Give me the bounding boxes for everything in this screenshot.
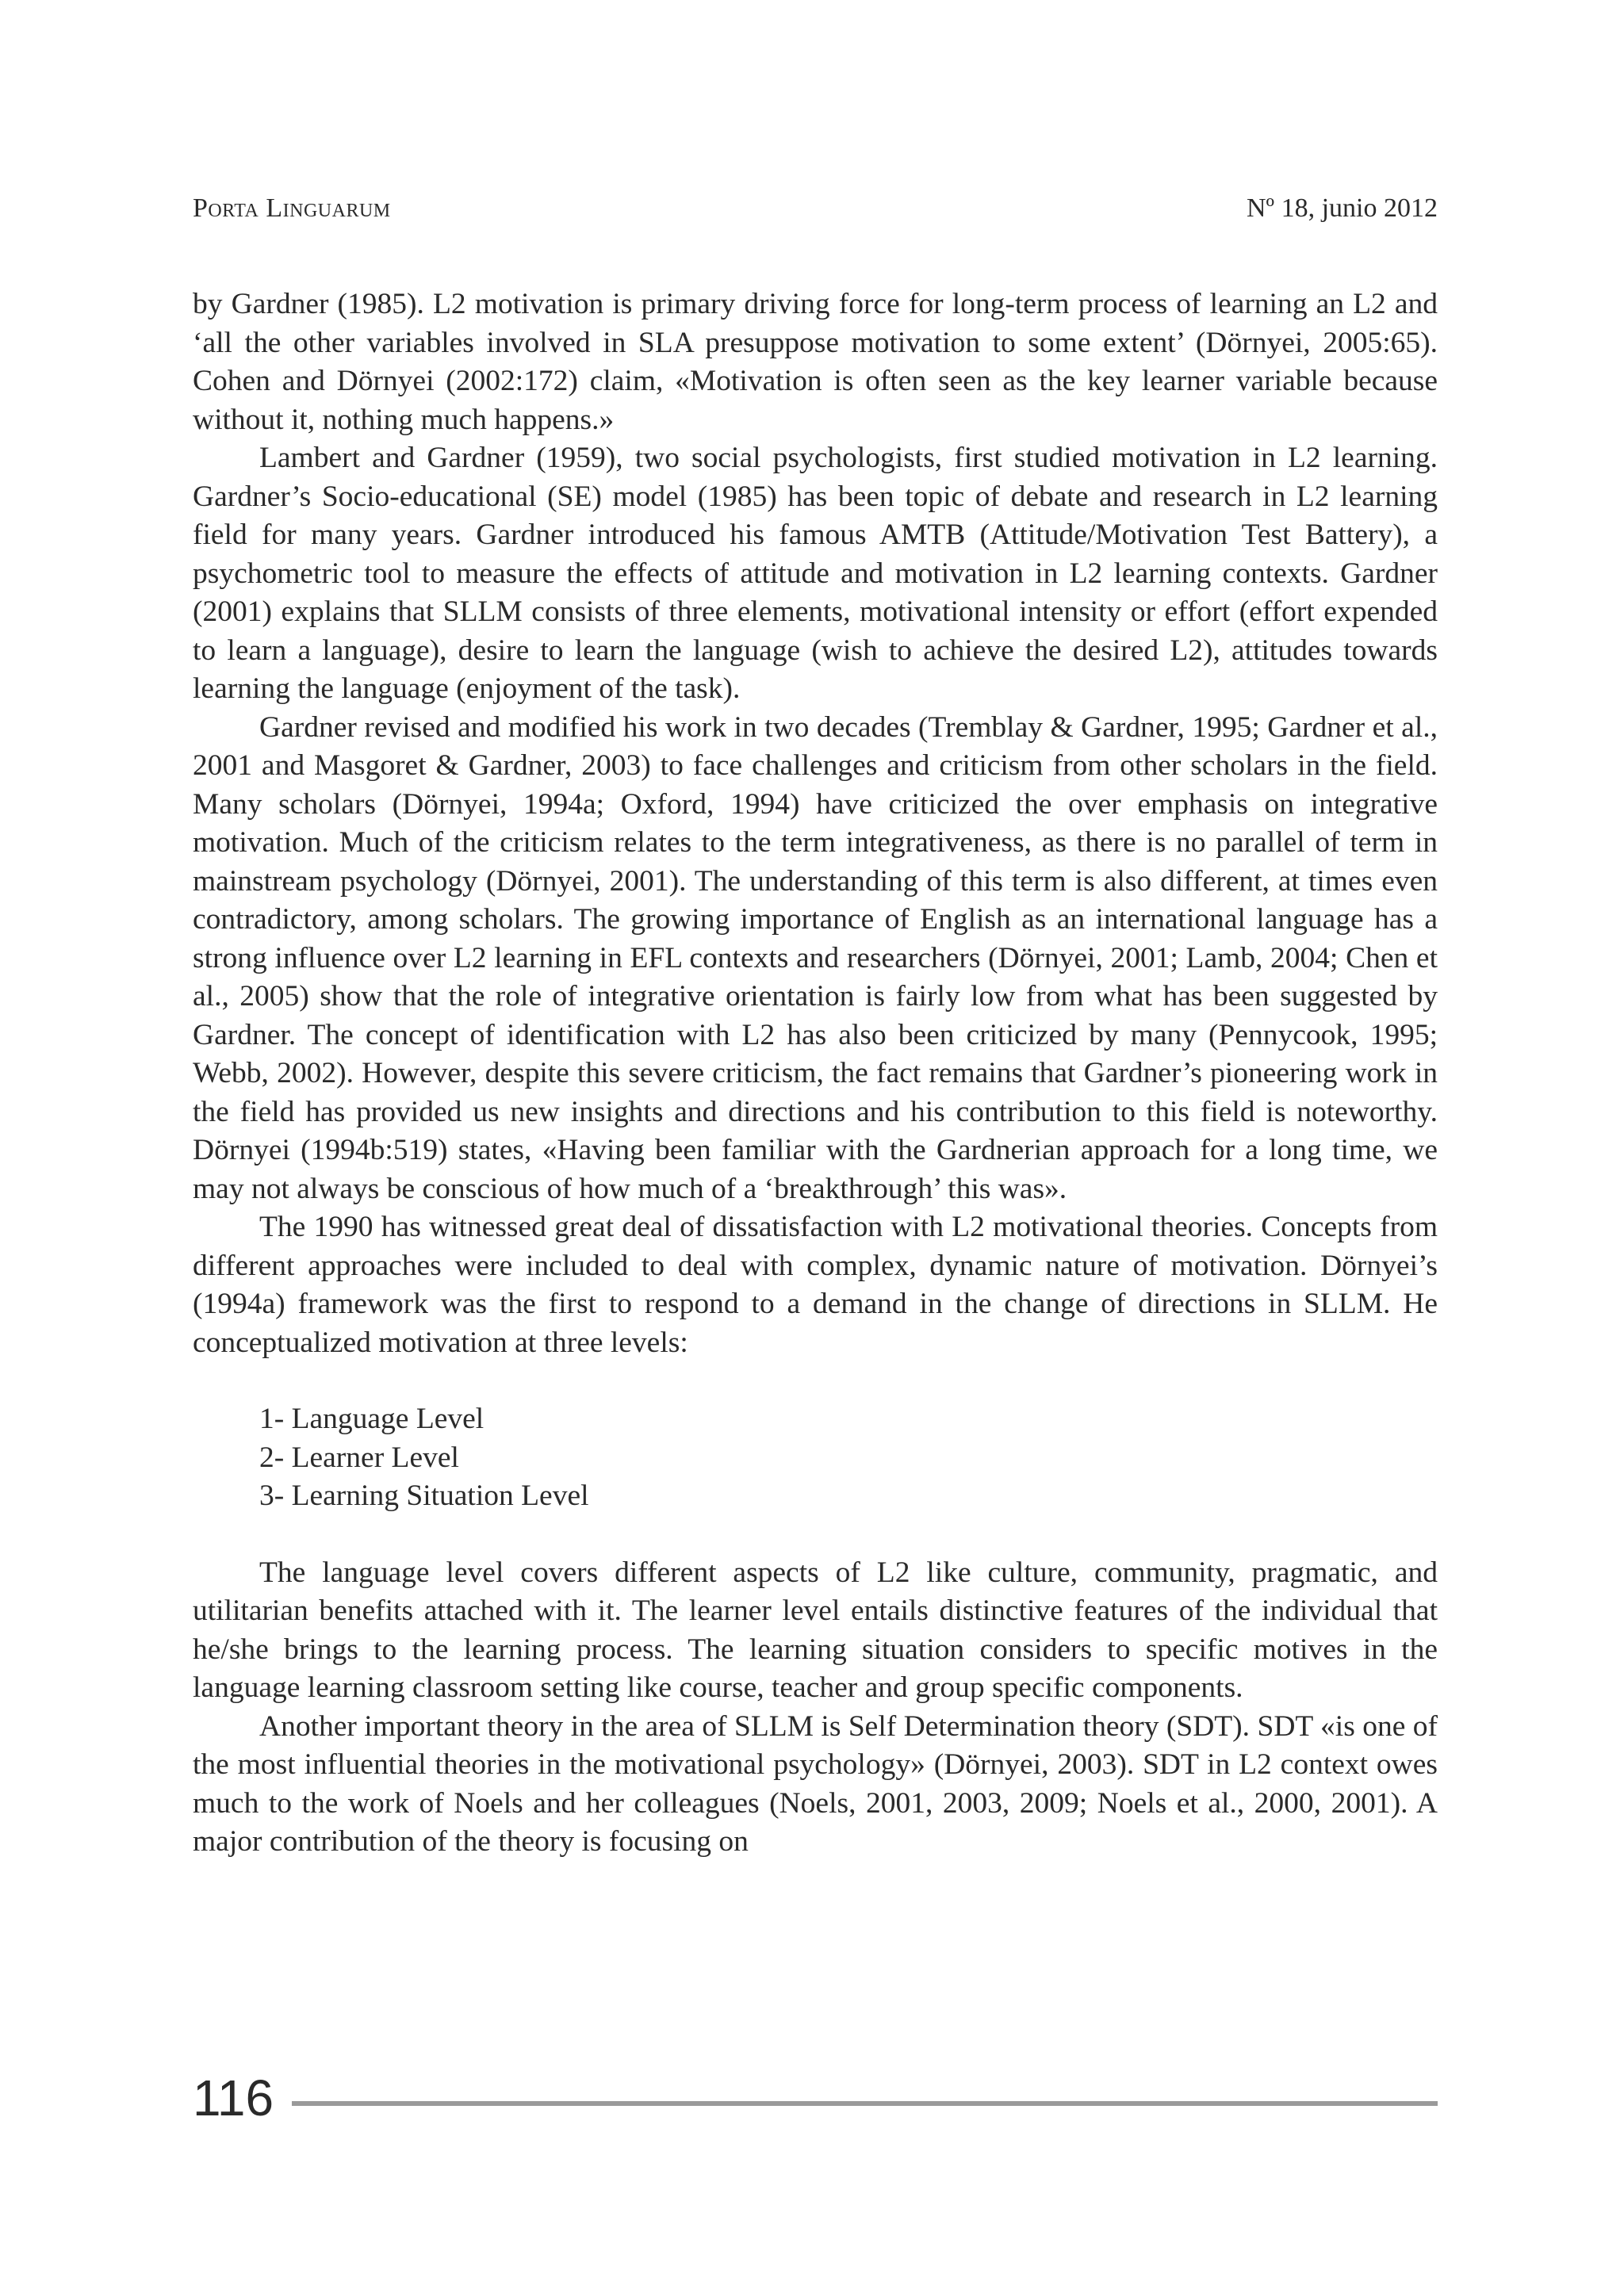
paragraph-1990-dissatisfaction: The 1990 has witnessed great deal of dissatisfaction with L2 motivational theories. Concepts from different approaches were included to deal with complex, dynamic nature of motivation. Dörnyei’s (1994a) framework was the first to respond to a demand in the change of directions in SLLM. He conceptualized motivation at three levels: — [193, 1211, 1438, 1359]
running-head — [193, 189, 1438, 228]
article-body — [193, 285, 1438, 1862]
list-item-learner-level: 2- Learner Level — [259, 1441, 459, 1474]
issue-info: Nº 18, junio 2012 — [1247, 193, 1438, 223]
motivation-levels-list — [193, 1400, 1438, 1516]
page-number: 116 — [193, 2069, 274, 2126]
paragraph-language-level: The language level covers different aspects of L2 like culture, community, pragmatic, and utilitarian benefits attached with it. The learner level entails distinctive features of the individual that he/she brings to the learning process. The learning situation considers to specific motives in the language learning classroom setting like course, teacher and group specific components. — [193, 1556, 1438, 1704]
paragraph-continuation: by Gardner (1985). L2 motivation is primary driving force for long-term process of learning an L2 and ‘all the other variables involved in SLA presuppose motivation to some extent’ (Dörnyei, 2005:65). Cohen and Dörnyei (2002:172) claim, «Motivation is often seen as the key learner variable because without it, nothing much happens.» — [193, 288, 1438, 436]
paragraph-sdt: Another important theory in the area of SLLM is Self Determination theory (SDT). SDT «is one of the most influential theories in the motivational psychology» (Dörnyei, 2003). SDT in L2 context owes much to the work of Noels and her colleagues (Noels, 2001, 2003, 2009; Noels et al., 2000, 2001). A major contribution of the theory is focusing on — [193, 1709, 1438, 1858]
page-footer — [193, 2066, 1438, 2130]
paragraph-gardner-revised: Gardner revised and modified his work in two decades (Tremblay & Gardner, 1995; Gardner et al., 2001 and Masgoret & Gardner, 2003) to face challenges and criticism from other scholars in the field. Many scholars (Dörnyei, 1994a; Oxford, 1994) have criticized the over emphasis on integrative motivation. Much of the criticism relates to the term integrativeness, as there is no parallel of term in mainstream psychology (Dörnyei, 2001). The understanding of this term is also different, at times even contradictory, among scholars. The growing importance of English as an international language has a strong influence over L2 learning in EFL contexts and researchers (Dörnyei, 2001; Lamb, 2004; Chen et al., 2005) show that the role of integrative orientation is fairly low from what has been suggested by Gardner. The concept of identification with L2 has also been criticized by many (Pennycook, 1995; Webb, 2002). However, despite this severe criticism, the fact remains that Gardner’s pioneering work in the field has provided us new insights and directions and his contribution to this field is noteworthy. Dörnyei (1994b:519) states, «Having been familiar with the Gardnerian approach for a long time, we may not always be conscious of how much of a ‘breakthrough’ this was». — [193, 710, 1438, 1205]
journal-name: Porta Linguarum — [193, 193, 391, 223]
footer-rule — [292, 2101, 1438, 2106]
list-item-language-level: 1- Language Level — [259, 1403, 485, 1435]
list-item-learning-situation-level: 3- Learning Situation Level — [259, 1480, 589, 1512]
paragraph-lambert-gardner: Lambert and Gardner (1959), two social psychologists, first studied motivation in L2 learning. Gardner’s Socio-educational (SE) model (1985) has been topic of debate and research in L2 learning field for many years. Gardner introduced his famous AMTB (Attitude/Motivation Test Battery), a psychometric tool to measure the effects of attitude and motivation in L2 learning contexts. Gardner (2001) explains that SLLM consists of three elements, motivational intensity or effort (effort expended to learn a language), desire to learn the language (wish to achieve the desired L2), attitudes towards learning the language (enjoyment of the task). — [193, 442, 1438, 705]
